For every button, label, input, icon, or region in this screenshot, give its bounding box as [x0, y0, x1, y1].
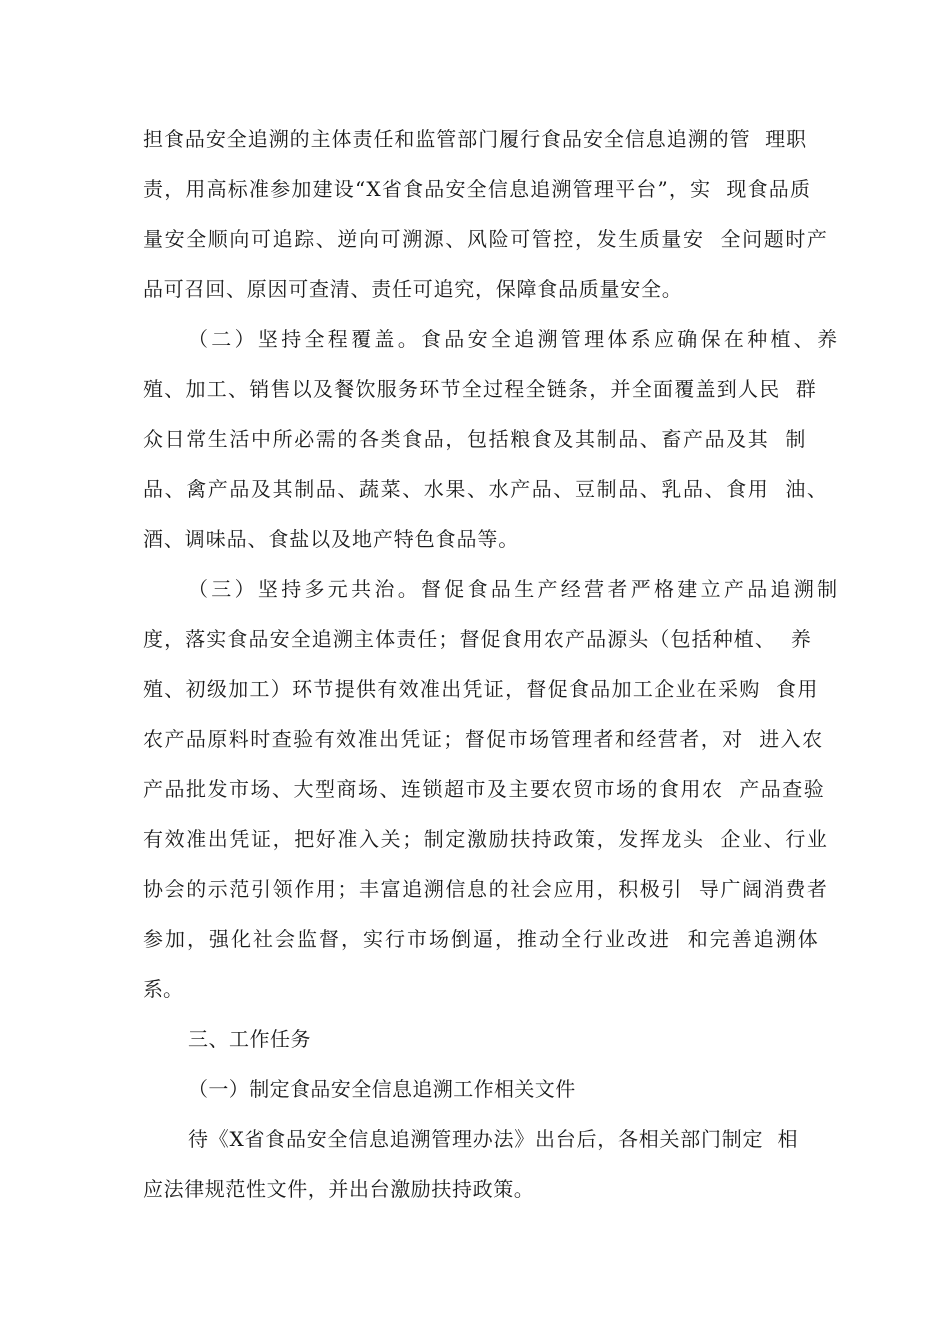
text-line: 品、禽产品及其制品、蔬菜、水果、水产品、豆制品、乳品、食用 油、: [143, 477, 829, 501]
text-line: 殖、初级加工）环节提供有效准出凭证，督促食品加工企业在采购 食用: [143, 677, 819, 701]
text-line: 殖、加工、销售以及餐饮服务环节全过程全链条，并全面覆盖到人民 群: [143, 377, 817, 401]
text-line: 有效准出凭证，把好准入关；制定激励扶持政策，发挥龙头 企业、行业: [143, 827, 829, 851]
text-line: 担食品安全追溯的主体责任和监管部门履行食品安全信息追溯的管 理职: [143, 127, 808, 151]
text-line: 应法律规范性文件，并出台激励扶持政策。: [143, 1177, 535, 1201]
text-line: 度，落实食品安全追溯主体责任；督促食用农产品源头（包括种植、 养: [143, 627, 813, 651]
text-line: 量安全顺向可追踪、逆向可溯源、风险可管控，发生质量安 全问题时产: [143, 227, 829, 251]
section-heading: 三、工作任务: [188, 1027, 311, 1051]
text-line: 系。: [143, 977, 183, 1001]
subsection-heading: （一）制定食品安全信息追溯工作相关文件: [188, 1077, 576, 1101]
text-line: 协会的示范引领作用；丰富追溯信息的社会应用，积极引 导广阔消费者: [143, 877, 829, 901]
text-line: 责，用高标准参加建设“X省食品安全信息追溯管理平台”，实 现食品质: [143, 177, 812, 201]
text-line: 产品批发市场、大型商场、连锁超市及主要农贸市场的食用农 产品查验: [143, 777, 826, 801]
text-line: 参加，强化社会监督，实行市场倒逼，推动全行业改进 和完善追溯体: [143, 927, 820, 951]
text-line: 众日常生活中所必需的各类食品，包括粮食及其制品、畜产品及其 制: [143, 427, 807, 451]
text-line: 品可召回、原因可查清、责任可追究，保障食品质量安全。: [143, 277, 683, 301]
text-line: （二）坚持全程覆盖。食品安全追溯管理体系应确保在种植、养: [188, 327, 841, 351]
text-line: （三）坚持多元共治。督促食品生产经营者严格建立产品追溯制: [188, 577, 841, 601]
text-line: 酒、调味品、食盐以及地产特色食品等。: [143, 527, 520, 551]
text-line: 待《X省食品安全信息追溯管理办法》出台后，各相关部门制定 相: [188, 1127, 799, 1151]
text-line: 农产品原料时查验有效准出凭证；督促市场管理者和经营者，对 进入农: [143, 727, 824, 751]
